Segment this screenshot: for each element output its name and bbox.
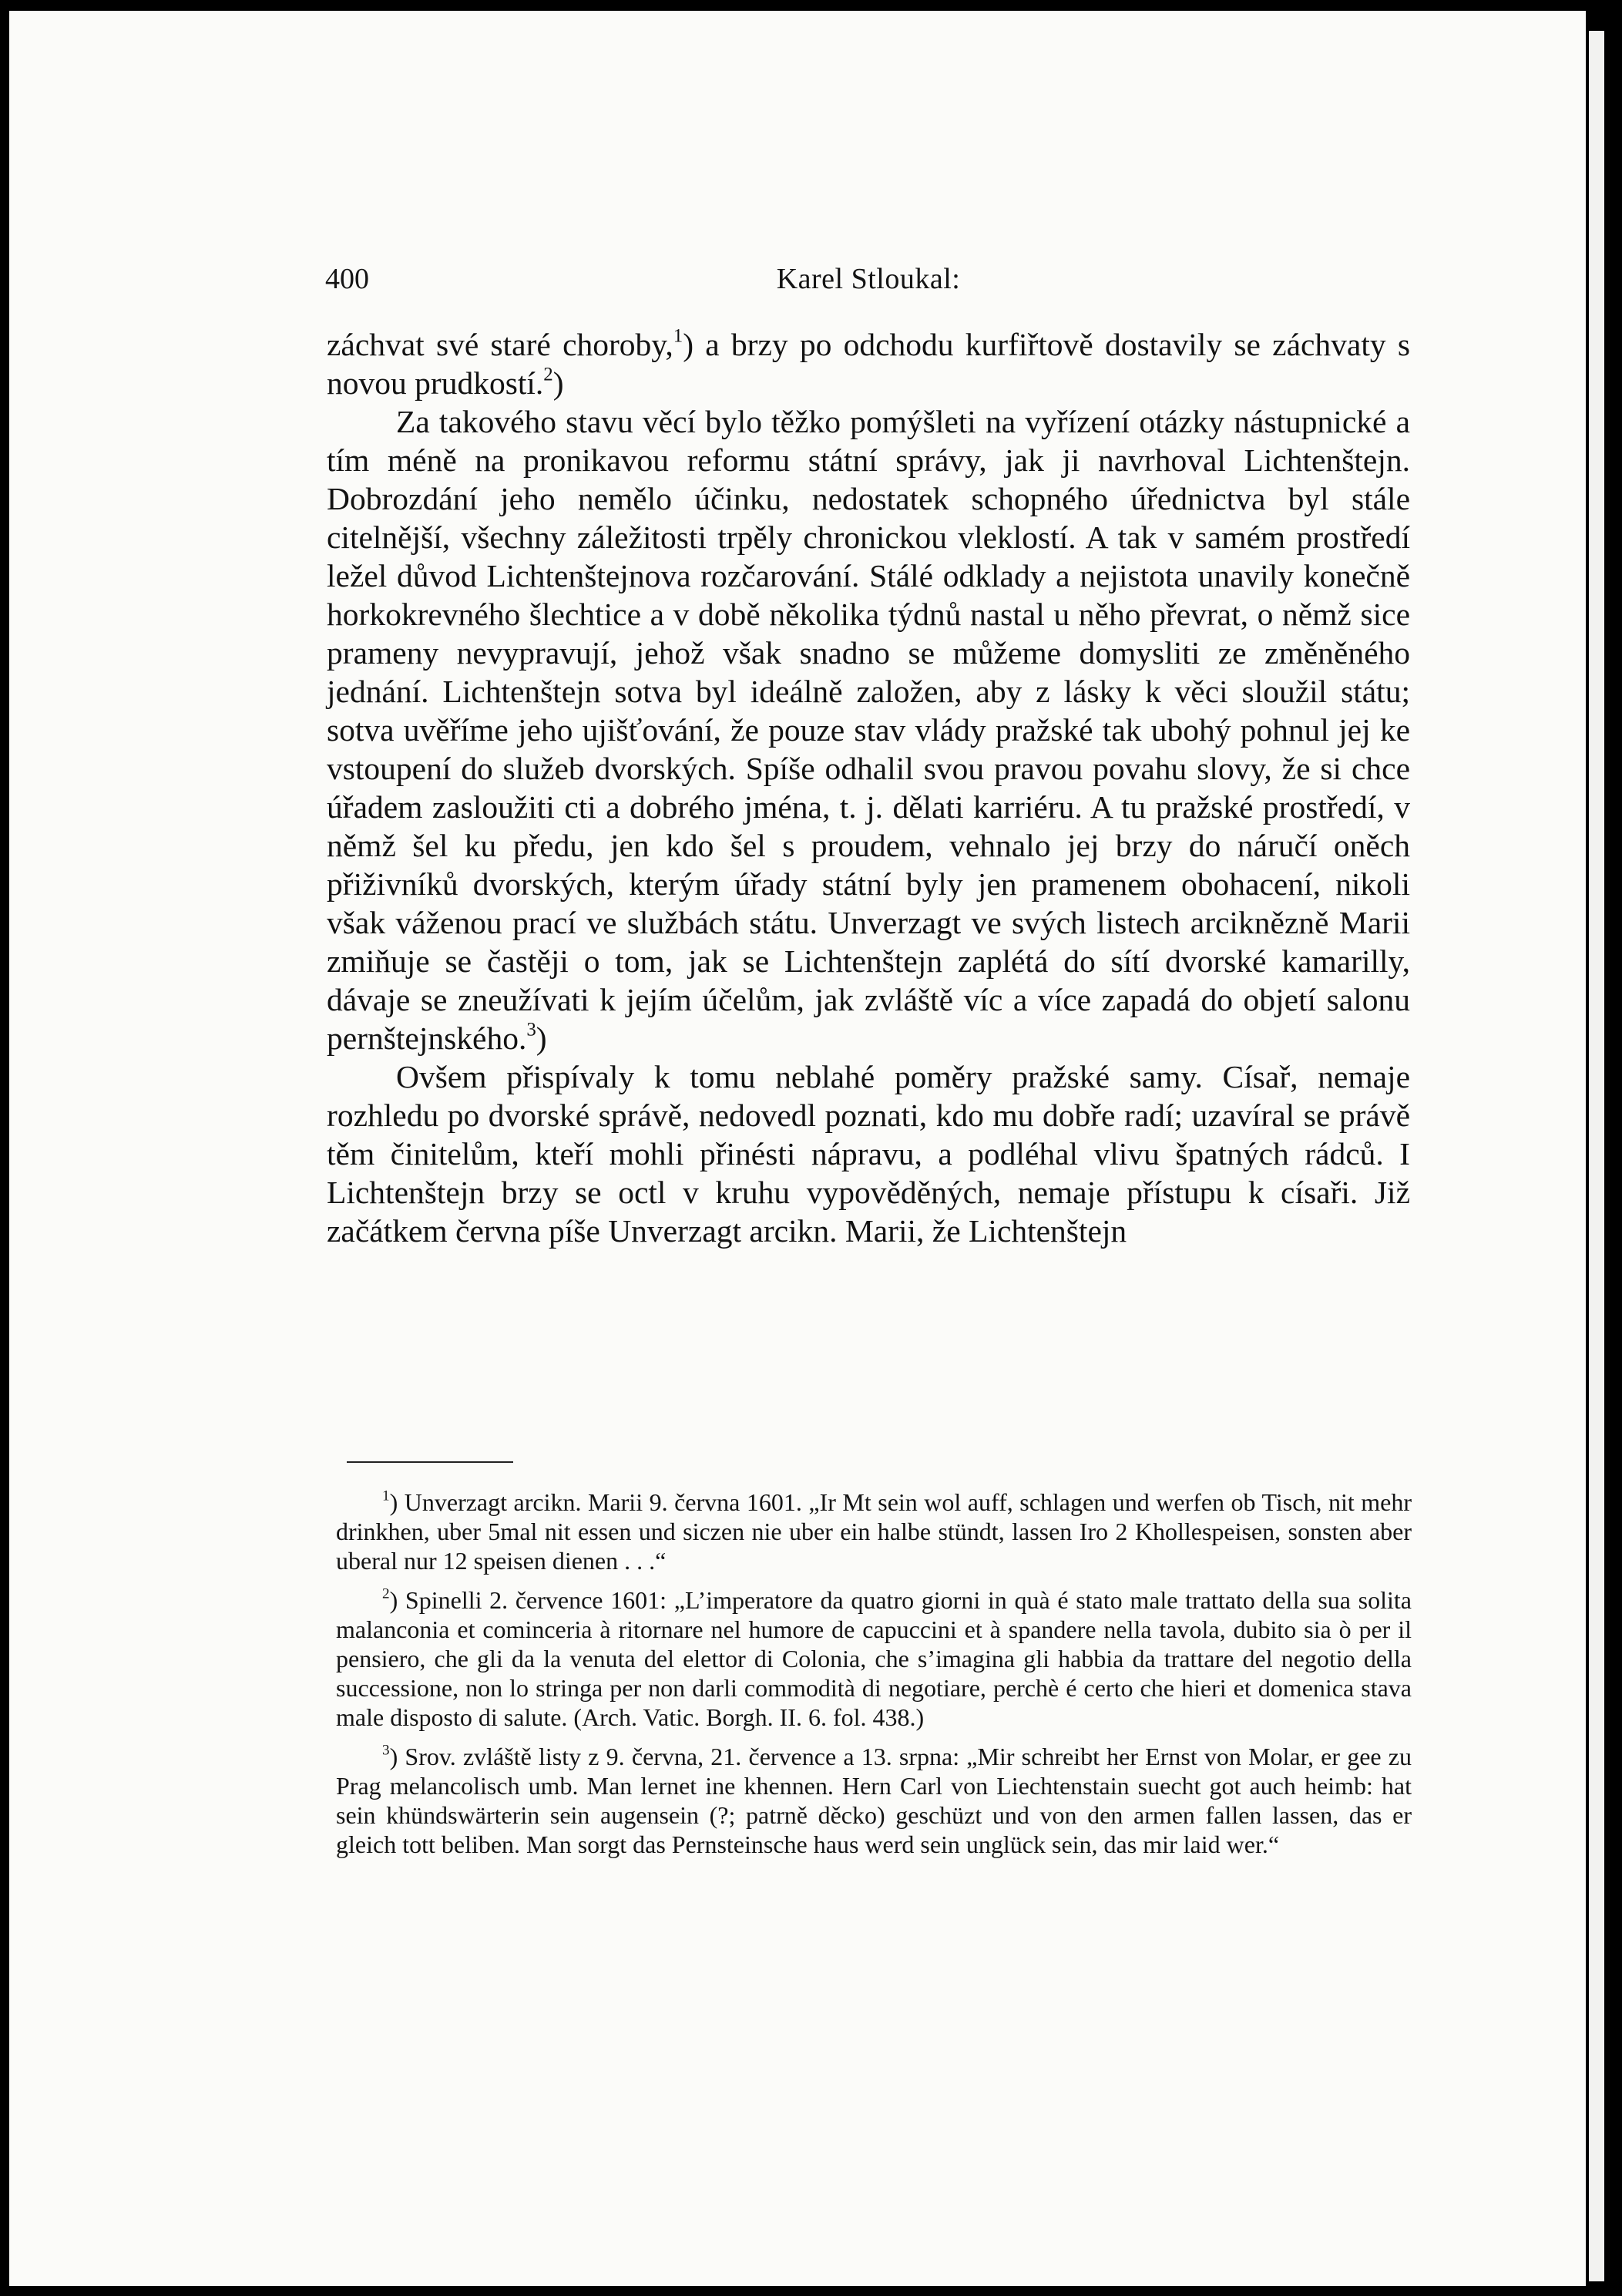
footnote-1-text: ) Unverzagt arcikn. Marii 9. června 1601. „Ir Mt sein wol auff, schlagen und werfen ob Tisch, nit mehr drinkhen, uber 5mal nit essen und siczen nie uber ein halbe stündt, lassen Iro 2 Khollespeisen, sonsten aber uberal nur 12 speisen dienen . . .“ — [336, 1488, 1412, 1575]
footnote-2-marker: 2 — [382, 1585, 390, 1602]
footnote-ref-3: 3 — [526, 1019, 536, 1040]
paragraph-2 — [327, 402, 1410, 1057]
footnote-ref-2: 2 — [543, 364, 553, 385]
footnote-3 — [336, 1742, 1412, 1859]
footnote-3-marker: 3 — [382, 1742, 390, 1759]
scan-edge-strip — [1589, 31, 1604, 2281]
page-header — [325, 262, 1412, 301]
page-number: 400 — [325, 263, 369, 295]
footnote-3-text: ) Srov. zvláště listy z 9. června, 21. července a 13. srpna: „Mir schreibt her Ernst von Molar, er gee zu Prag melancolisch umb. Man lernet ine khennen. Hern Carl von Liechtenstain suecht got auch heimb: hat sein khündswärterin sein augensein (?; patrně děcko) geschüzt und von den armen fallen lassen, das er gleich tott beliben. Man sorgt das Pernsteinsche haus werd sein unglück sein, das mir laid wer.“ — [336, 1743, 1412, 1858]
paper-sheet — [9, 11, 1586, 2286]
footnote-1 — [336, 1488, 1412, 1575]
paragraph-1-text-b: ) a brzy po odchodu kurfiřtově dostavily se záchvaty s novou prudkostí. — [327, 327, 1410, 401]
footnote-1-marker: 1 — [382, 1488, 390, 1504]
footnote-2-text: ) Spinelli 2. července 1601: „L’imperatore da quatro giorni in quà é stato male trattato della sua solita malanconia et cominceria à ritornare nel humore de capuccini et à spandere nella tavola, dubito sia ò per il pensiero, che gli da la venuta del elettor di Colonia, che s’imagina gli habbia da trattare del negotio della successione, non lo stringa per non darli commodità di negotiare, perchè é certo che hieri et domenica stava male disposto di salute. (Arch. Vatic. Borgh. II. 6. fol. 438.) — [336, 1586, 1412, 1731]
paragraph-3: Ovšem přispívaly k tomu neblahé poměry pražské samy. Císař, nemaje rozhledu po dvorské správě, nedovedl poznati, kdo mu dobře radí; uzavíral se právě těm činitelům, kteří mohli přinésti nápravu, a podléhal vlivu špatných rádců. I Lichtenštejn brzy se octl v kruhu vypověděných, nemaje přístupu k císaři. Již začátkem června píše Unverzagt arcikn. Marii, že Lichtenštejn — [327, 1059, 1410, 1249]
running-head: Karel Stloukal: — [776, 263, 961, 295]
footnotes — [336, 1488, 1412, 1869]
body-text — [327, 325, 1410, 1250]
footnote-ref-1: 1 — [673, 325, 683, 347]
footnote-2 — [336, 1585, 1412, 1732]
paragraph-2-text-b: ) — [536, 1020, 547, 1056]
paragraph-1-text-c: ) — [552, 365, 564, 401]
footnote-divider — [347, 1461, 513, 1463]
paragraph-1 — [327, 325, 1410, 402]
paragraph-2-text-a: Za takového stavu věcí bylo těžko pomýšleti na vyřízení otázky nástupnické a tím méně na pronikavou reformu státní správy, jak ji navrhoval Lichtenštejn. Dobrozdání jeho nemělo účinku, nedostatek schopného úřednictva byl stále citelnější, všechny záležitosti trpěly chronickou vleklostí. A tak v samém prostředí ležel důvod Lichtenštejnova rozčarování. Stálé odklady a nejistota unavily konečně horkokrevného šlechtice a v době několika týdnů nastal u něho převrat, o němž sice prameny nevypravují, jehož však snadno se můžeme domysliti ze změněného jednání. Lichtenštejn sotva byl ideálně založen, aby z lásky k věci sloužil státu; sotva uvěříme jeho ujišťování, že pouze stav vlády pražské tak ubohý pohnul jej ke vstoupení do služeb dvorských. Spíše odhalil svou pravou povahu slovy, že si chce úřadem zasloužiti cti a dobrého jména, t. j. dělati karriéru. A tu pražské prostředí, v němž šel ku předu, jen kdo šel s proudem, vehnalo jej brzy do náručí oněch přiživníků dvorských, kterým úřady státní byly jen pramenem obohacení, nikoli však váženou prací ve službách státu. Unverzagt ve svých listech arciknězně Marii zmiňuje se častěji o tom, jak se Lichtenštejn zaplétá do sítí dvorské kamarilly, dávaje se zneužívati k jejím účelům, jak zvláště víc a více zapadá do objetí salonu pernštejnského. — [327, 404, 1410, 1056]
paragraph-1-text-a: záchvat své staré choroby, — [327, 327, 673, 362]
